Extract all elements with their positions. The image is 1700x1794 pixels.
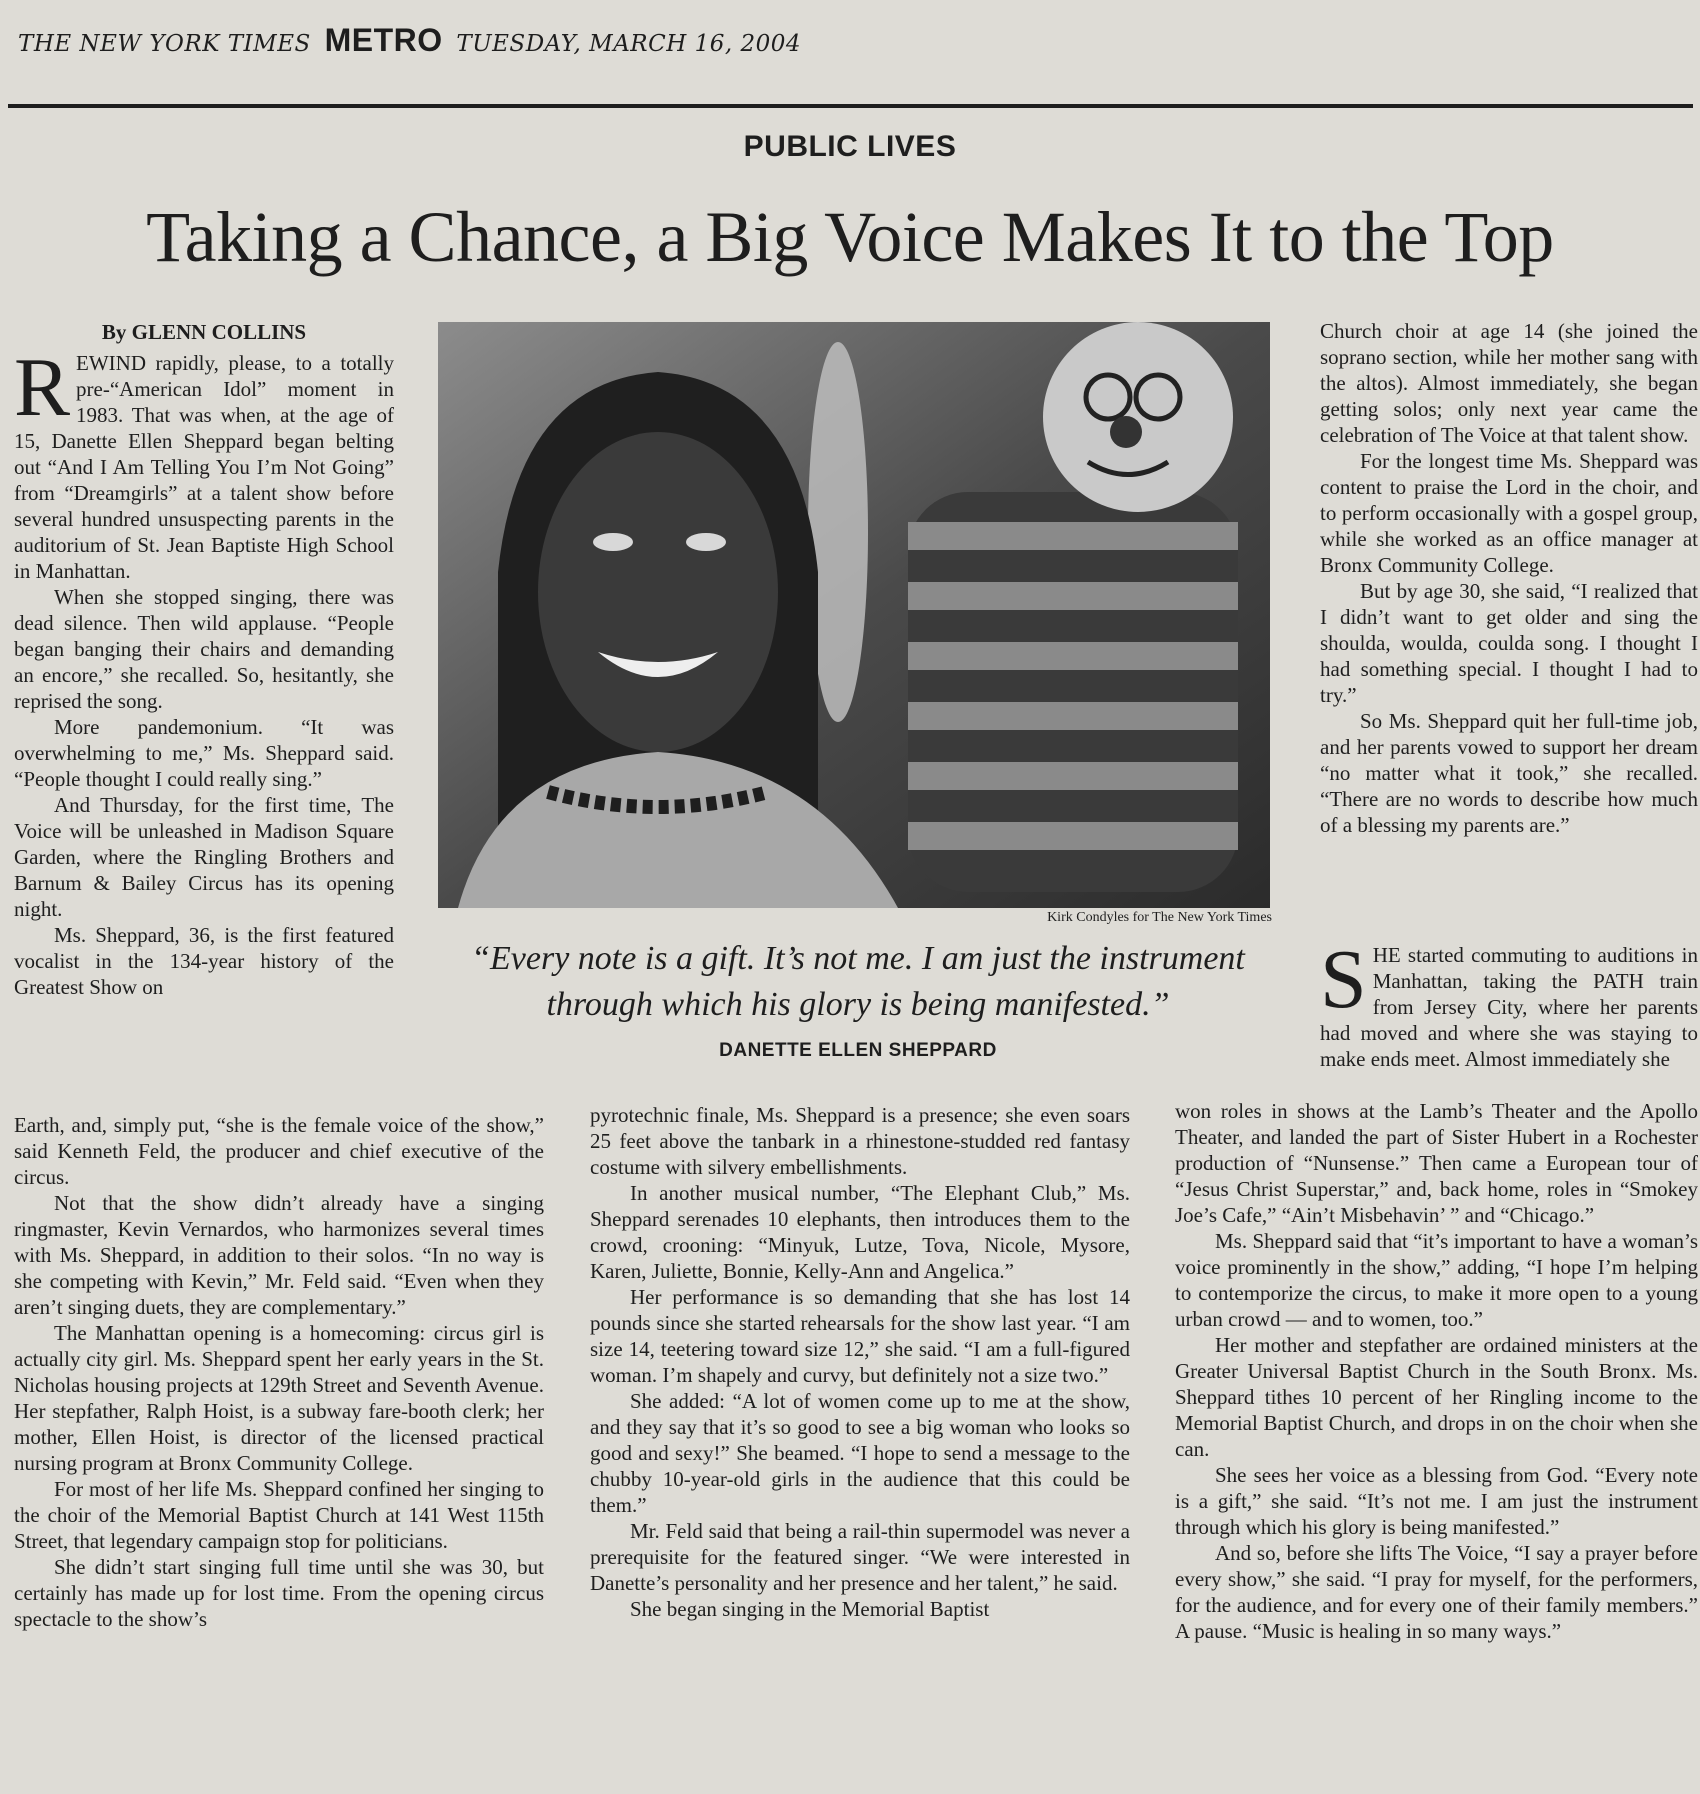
headline: Taking a Chance, a Big Voice Makes It to the Top bbox=[146, 197, 1554, 277]
issue-date: TUESDAY, MARCH 16, 2004 bbox=[456, 31, 802, 57]
paper-name: THE NEW YORK TIMES bbox=[18, 31, 311, 57]
paragraph-20: So Ms. Sheppard quit her full-time job, and her parents vowed to support her dream “no matter what it took,” she recalled. “There are no words to describe how much of a blessing my parents are.” bbox=[1320, 709, 1698, 837]
kicker: PUBLIC LIVES bbox=[743, 130, 957, 163]
paragraph-7: Not that the show didn’t already have a singing ringmaster, Kevin Vernardos, who harmonizes several times with Ms. Sheppard, in addition to their solos. “In no way is she competing with Kevin,” Mr. Feld said. “Even when they aren’t singing duets, they are complementary.” bbox=[14, 1191, 544, 1319]
paragraph-2: When she stopped singing, there was dead silence. Then wild applause. “People began banging their chairs and demanding an encore,” she recalled. So, hesitantly, she reprised the song. bbox=[14, 585, 394, 713]
section-name: METRO bbox=[324, 22, 443, 58]
paragraph-8: The Manhattan opening is a homecoming: circus girl is actually city girl. Ms. Sheppard spent her early years in the St. Nicholas housing projects at 129th Street and Seventh Avenue. Her stepfather, Ralph Hoist, is a subway fare-booth clerk; her mother, Ellen Hoist, is director of the licensed practical nursing program at Bronx Community College. bbox=[14, 1321, 544, 1475]
paragraph-19: But by age 30, she said, “I realized that I didn’t want to get older and sing the shoulda, woulda, coulda song. I thought I had something special. I thought I had to try.” bbox=[1320, 579, 1698, 707]
paragraph-23: Ms. Sheppard said that “it’s important to have a woman’s voice prominently in the show,” adding, “I hope I’m helping to contemporize the circus, to make it more open to a young urban crowd — and to women, too.” bbox=[1175, 1229, 1698, 1331]
column-1-top bbox=[14, 341, 394, 1000]
column-2 bbox=[590, 1102, 1130, 1622]
paragraph-22: won roles in shows at the Lamb’s Theater and the Apollo Theater, and landed the part of Sister Hubert in a Rochester production of “Nunsense.” Then came a European tour of “Jesus Christ Superstar,” and, back home, roles in “Smokey Joe’s Cafe,” “Ain’t Misbehavin’ ” and “Chicago.” bbox=[1175, 1099, 1698, 1227]
paragraph-26: And so, before she lifts The Voice, “I say a prayer before every show,” she said. “I pray for myself, for the performers, for the audience, and for every one of their family members.” A pause. “Music is healing in so many ways.” bbox=[1175, 1541, 1698, 1643]
paragraph-14: She added: “A lot of women come up to me at the show, and they say that it’s so good to see a big woman who looks so good and sexy!” She beamed. “I hope to send a message to the chubby 10-year-old girls in the audience that this could be them.” bbox=[590, 1389, 1130, 1517]
paragraph-18: For the longest time Ms. Sheppard was content to praise the Lord in the choir, and to perform occasionally with a gospel group, while she worked as an office manager at Bronx Community College. bbox=[1320, 449, 1698, 577]
paragraph-21: SHE started commuting to auditions in Manhattan, taking the PATH train from Jersey City, where her parents had moved and where she was staying to make ends meet. Almost immediately she bbox=[1320, 933, 1698, 1071]
pull-quote: “Every note is a gift. It’s not me. I am just the instrument through which his glory is being manifested.” bbox=[471, 940, 1245, 1023]
masthead-rule bbox=[8, 104, 1693, 108]
paragraph-15: Mr. Feld said that being a rail-thin supermodel was never a prerequisite for the featured singer. “We were interested in Danette’s personality and her presence and her talent,” he said. bbox=[590, 1519, 1130, 1595]
paragraph-5: Ms. Sheppard, 36, is the first featured vocalist in the 134-year history of the Greatest Show on bbox=[14, 923, 394, 999]
paragraph-4: And Thursday, for the first time, The Voice will be unleashed in Madison Square Garden, where the Ringling Brothers and Barnum & Bailey Circus has its opening night. bbox=[14, 793, 394, 921]
column-3-bottom bbox=[1175, 1098, 1698, 1644]
paragraph-10: She didn’t start singing full time until she was 30, but certainly has made up for lost time. From the opening circus spectacle to the show’s bbox=[14, 1555, 544, 1631]
paragraph-13: Her performance is so demanding that she has lost 14 pounds since she started rehearsals for the show last year. “I am size 14, teetering toward size 12,” she said. “I am a full-figured woman. I’m shapely and curvy, but definitely not a size two.” bbox=[590, 1285, 1130, 1387]
paragraph-9: For most of her life Ms. Sheppard confined her singing to the choir of the Memorial Baptist Church at 141 West 115th Street, that legendary campaign stop for politicians. bbox=[14, 1477, 544, 1553]
paragraph-11: pyrotechnic finale, Ms. Sheppard is a presence; she even soars 25 feet above the tanbark in a rhinestone-studded red fantasy costume with silvery embellishments. bbox=[590, 1103, 1130, 1179]
dropcap-s: S bbox=[1320, 933, 1367, 1026]
paragraph-24: Her mother and stepfather are ordained ministers at the Greater Universal Baptist Church in the South Bronx. Ms. Sheppard tithes 10 percent of her Ringling income to the Memorial Baptist Church, and drops in on the choir when she can. bbox=[1175, 1333, 1698, 1461]
column-1-bottom bbox=[14, 1112, 544, 1632]
photo-illustration bbox=[438, 322, 1270, 908]
paragraph-12: In another musical number, “The Elephant Club,” Ms. Sheppard serenades 10 elephants, then introduces them to the crowd, crooning: “Minyuk, Lutze, Tova, Nicole, Mysore, Karen, Juliette, Bonnie, Kelly-Ann and Angelica.” bbox=[590, 1181, 1130, 1283]
paragraph-17: Church choir at age 14 (she joined the soprano section, while her mother sang with the altos). Almost immediately, she began getting solos; only next year came the celebration of The Voice at that talent show. bbox=[1320, 319, 1698, 447]
paragraph-3: More pandemonium. “It was overwhelming to me,” Ms. Sheppard said. “People thought I could really sing.” bbox=[14, 715, 394, 791]
paragraph-25: She sees her voice as a blessing from God. “Every note is a gift,” she said. “It’s not me. I am just the instrument through which his glory is being manifested.” bbox=[1175, 1463, 1698, 1539]
column-3-top bbox=[1320, 318, 1698, 838]
paragraph-1: REWIND rapidly, please, to a totally pre-“American Idol” moment in 1983. That was when, at the age of 15, Danette Ellen Sheppard began belting out “And I Am Telling You I’m Not Going” from “Dreamgirls” at a talent show before several hundred unsuspecting parents in the auditorium of St. Jean Baptiste High School in Manhattan. bbox=[14, 341, 394, 583]
article-photo bbox=[438, 322, 1270, 908]
column-3-mid bbox=[1320, 933, 1698, 1072]
paragraph-6: Earth, and, simply put, “she is the female voice of the show,” said Kenneth Feld, the producer and chief executive of the circus. bbox=[14, 1113, 544, 1189]
pull-quote-attribution: DANETTE ELLEN SHEPPARD bbox=[719, 1040, 997, 1061]
photo-credit: Kirk Condyles for The New York Times bbox=[1047, 910, 1272, 925]
masthead bbox=[18, 22, 801, 59]
dropcap-r: R bbox=[14, 341, 71, 434]
byline: By GLENN COLLINS bbox=[101, 320, 307, 344]
paragraph-16: She began singing in the Memorial Baptist bbox=[630, 1597, 990, 1621]
